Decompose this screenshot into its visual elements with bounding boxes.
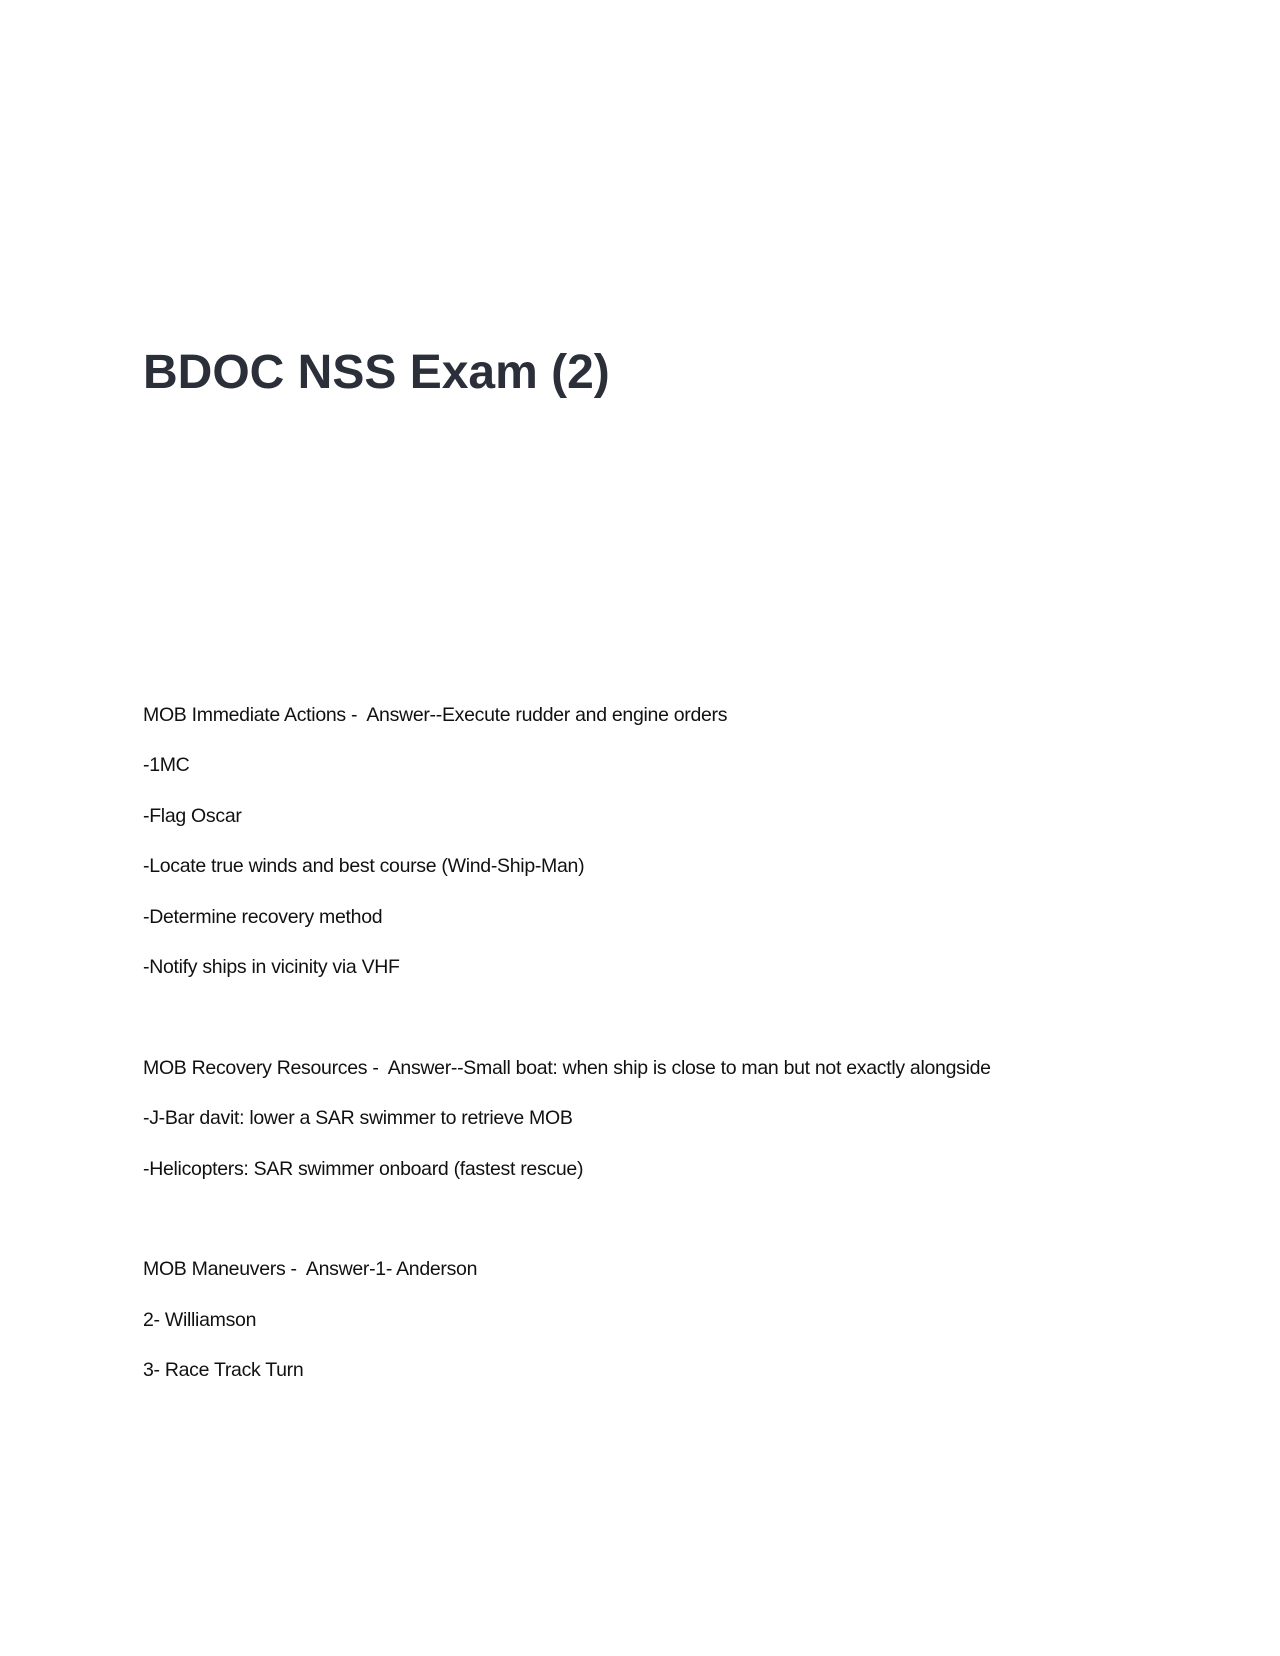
text-line: MOB Immediate Actions - Answer--Execute rudder and engine orders [143, 704, 728, 726]
text-line: -Flag Oscar [143, 804, 242, 827]
qa-item-mob-immediate-actions [143, 700, 991, 1002]
document-body [143, 700, 991, 1405]
qa-item-mob-recovery-resources [143, 1053, 991, 1204]
text-line: -Notify ships in vicinity via VHF [143, 955, 400, 978]
text-line: -J-Bar davit: lower a SAR swimmer to retrieve MOB [143, 1107, 573, 1130]
text-line: 2- Williamson [143, 1308, 257, 1331]
document-title: BDOC NSS Exam (2) [143, 346, 610, 399]
text-line: -Locate true winds and best course (Wind-Ship-Man) [143, 855, 585, 878]
qa-item-mob-maneuvers [143, 1254, 991, 1405]
paragraph-gap [143, 1204, 991, 1254]
text-line: -1MC [143, 754, 190, 777]
text-line: -Helicopters: SAR swimmer onboard (fastest rescue) [143, 1157, 584, 1180]
text-line: -Determine recovery method [143, 905, 383, 928]
text-line: MOB Maneuvers - Answer-1- Anderson [143, 1258, 478, 1281]
text-line: 3- Race Track Turn [143, 1359, 304, 1382]
paragraph-gap [143, 1002, 991, 1052]
text-line: MOB Recovery Resources - Answer--Small boat: when ship is close to man but not exactly alongside [143, 1056, 991, 1079]
